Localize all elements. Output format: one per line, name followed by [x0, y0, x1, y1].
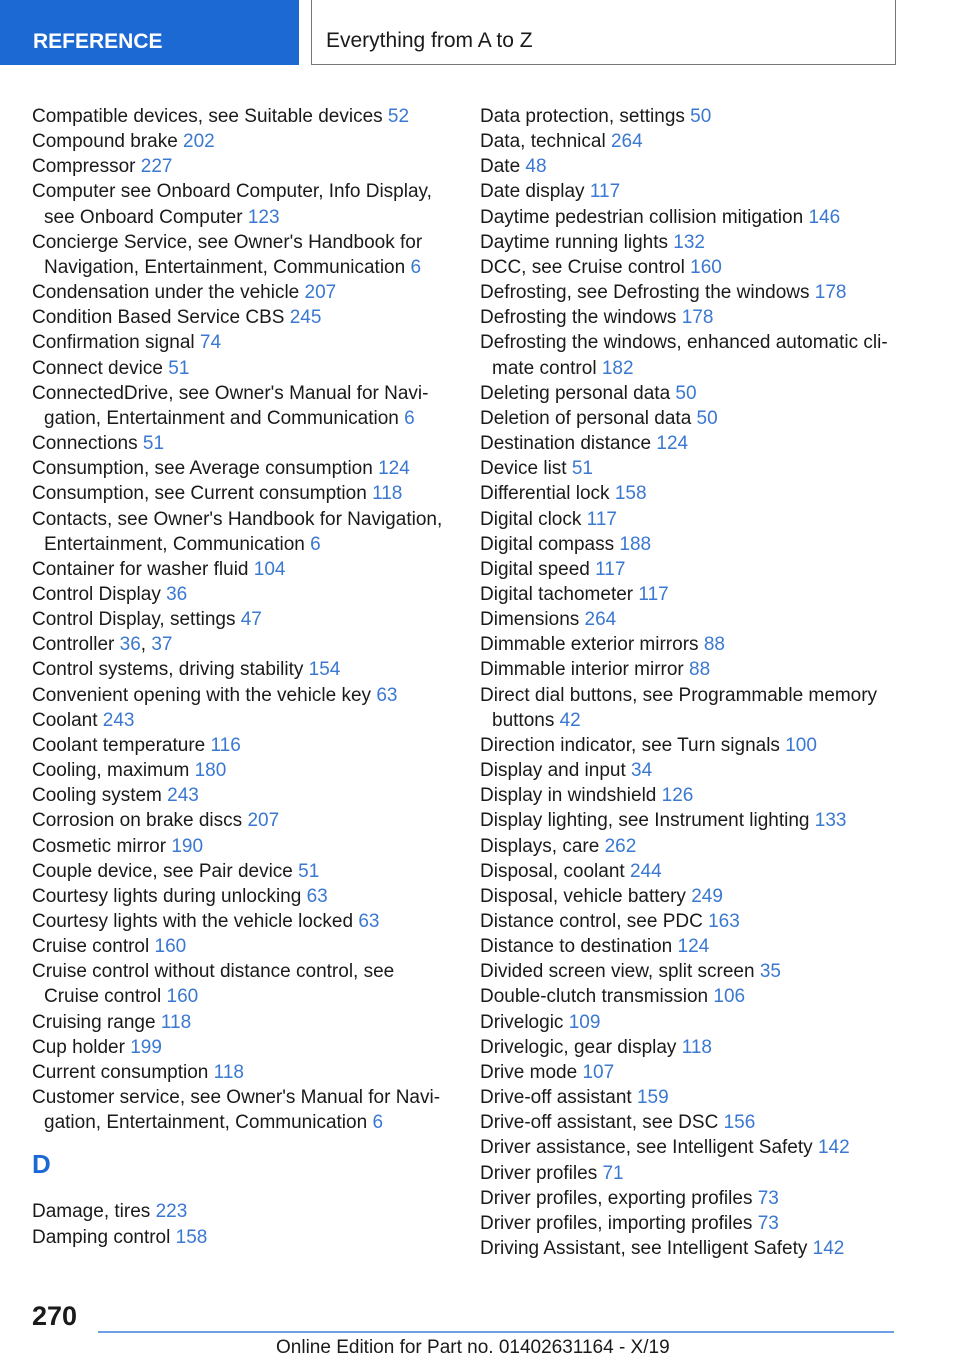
page-reference-link[interactable]: 154 — [308, 659, 341, 681]
index-entry — [32, 859, 447, 884]
page-reference-link[interactable]: 50 — [696, 407, 718, 429]
index-term-continued: see Onboard Computer — [44, 206, 243, 228]
index-term: Customer service, see Owner's Manual for Navi‐ — [32, 1087, 441, 1109]
page-reference-link[interactable]: 50 — [675, 382, 697, 404]
page-reference-link[interactable]: 190 — [171, 835, 204, 857]
index-entry — [480, 683, 900, 733]
page-reference-link[interactable]: 6 — [404, 407, 415, 429]
page-reference-link[interactable]: 73 — [757, 1212, 779, 1234]
index-term: Connections — [32, 433, 138, 455]
index-term: Device list — [480, 458, 567, 480]
page-reference-link[interactable]: 109 — [568, 1011, 601, 1033]
index-entry — [480, 1211, 900, 1236]
index-term: Driver assistance, see Intelligent Safety — [480, 1137, 813, 1159]
index-term: ConnectedDrive, see Owner's Manual for Navi‐ — [32, 382, 429, 404]
page-reference-link[interactable]: 116 — [210, 734, 241, 756]
index-entry — [32, 431, 447, 456]
index-term: Contacts, see Owner's Handbook for Navigation, — [32, 508, 443, 530]
index-term: Daytime running lights — [480, 231, 668, 253]
page-reference-link[interactable]: 245 — [289, 307, 322, 329]
index-term: Display in windshield — [480, 785, 657, 807]
index-term: Control systems, driving stability — [32, 659, 304, 681]
index-term: Convenient opening with the vehicle key — [32, 684, 372, 706]
page-reference-link[interactable]: 117 — [638, 583, 669, 605]
index-term: Display and input — [480, 760, 626, 782]
index-term-continued: buttons — [492, 709, 555, 731]
page-reference-link[interactable]: 264 — [584, 609, 617, 631]
index-entry — [480, 154, 900, 179]
index-term: Driver profiles, importing profiles — [480, 1212, 753, 1234]
index-entry — [480, 1110, 900, 1135]
index-entry — [480, 280, 900, 305]
index-term: Consumption, see Current consumption — [32, 483, 367, 505]
index-entry — [32, 1199, 447, 1224]
index-term: Computer see Onboard Computer, Info Display, — [32, 181, 432, 203]
index-entry — [32, 758, 447, 783]
index-term: Compound brake — [32, 131, 178, 153]
page-reference-link[interactable]: 160 — [690, 256, 722, 278]
index-term: Cruise control — [32, 936, 150, 958]
index-entry — [480, 733, 900, 758]
index-term: Distance control, see PDC — [480, 911, 703, 932]
index-term: Dimensions — [480, 609, 580, 631]
index-term: Damping control — [32, 1226, 171, 1248]
index-entry — [480, 230, 900, 255]
page-reference-link[interactable]: 104 — [253, 558, 286, 580]
page-reference-link[interactable]: 207 — [304, 282, 337, 304]
index-entry — [32, 808, 447, 833]
index-entry — [32, 507, 447, 557]
index-entry — [32, 733, 447, 758]
index-entry — [32, 305, 447, 330]
index-entry — [32, 154, 447, 179]
index-term: Direction indicator, see Turn signals — [480, 734, 780, 756]
index-entry — [32, 179, 447, 229]
index-entry — [480, 255, 900, 280]
page-reference-link[interactable]: 160 — [166, 986, 199, 1008]
index-entry — [480, 607, 900, 632]
index-entry — [32, 104, 447, 129]
footer-divider — [98, 1331, 894, 1333]
page-reference-link[interactable]: 124 — [378, 458, 410, 480]
index-term: Confirmation signal — [32, 332, 195, 354]
index-entry — [480, 1135, 900, 1160]
page-reference-link[interactable]: 199 — [130, 1036, 162, 1058]
index-term: Corrosion on brake discs — [32, 810, 243, 832]
page-reference-link[interactable]: 249 — [691, 885, 723, 907]
index-term: Control Display — [32, 583, 161, 605]
page-reference-link[interactable]: 51 — [298, 860, 320, 882]
index-entry — [32, 456, 447, 481]
index-term: Compatible devices, see Suitable devices — [32, 106, 383, 127]
page-reference-link[interactable]: 106 — [713, 986, 746, 1008]
index-entry — [480, 381, 900, 406]
index-term: Deletion of personal data — [480, 407, 692, 429]
index-entry: Controller 36, 37 — [32, 634, 173, 656]
index-term: Coolant — [32, 709, 98, 731]
index-term: Condensation under the vehicle — [32, 282, 300, 304]
index-entry — [480, 1186, 900, 1211]
index-term-continued: mate control — [492, 357, 597, 379]
index-term: Drivelogic — [480, 1011, 564, 1033]
page-reference-link[interactable]: 48 — [525, 156, 547, 178]
index-entry — [480, 557, 900, 582]
index-entry — [480, 859, 900, 884]
index-entry — [480, 808, 900, 833]
index-term: Defrosting the windows — [480, 307, 677, 329]
index-entry — [32, 356, 447, 381]
index-term: Dimmable interior mirror — [480, 659, 684, 681]
index-entry — [480, 1085, 900, 1110]
page-reference-link[interactable]: 159 — [636, 1087, 669, 1109]
index-term: Daytime pedestrian collision mitigation — [480, 206, 804, 228]
index-entry — [480, 205, 900, 230]
page-reference-link[interactable]: 88 — [689, 659, 711, 681]
index-term: Digital speed — [480, 558, 590, 580]
index-entry — [32, 909, 447, 934]
section-letter-d: D — [32, 1149, 51, 1180]
index-entry — [480, 582, 900, 607]
index-entry — [32, 381, 447, 431]
index-entry — [480, 481, 900, 506]
index-entry — [32, 230, 447, 280]
index-term: Digital compass — [480, 533, 615, 555]
page-reference-link[interactable]: 63 — [376, 684, 398, 706]
page-reference-link[interactable]: 6 — [410, 256, 422, 278]
index-term: DCC, see Cruise control — [480, 256, 685, 278]
page-reference-link[interactable]: 182 — [601, 357, 634, 379]
index-term: Data protection, settings — [480, 106, 685, 127]
index-term: Defrosting the windows, enhanced automatic cli‐ — [480, 332, 888, 354]
page-reference-link[interactable]: 100 — [785, 734, 817, 756]
index-term: Condition Based Service CBS — [32, 307, 285, 329]
index-entry — [32, 1010, 447, 1035]
index-entry — [480, 507, 900, 532]
index-entry — [32, 708, 447, 733]
index-term: Double-clutch transmission — [480, 986, 709, 1008]
index-entry — [480, 1010, 900, 1035]
index-entry — [32, 657, 447, 682]
page-reference-link[interactable]: 146 — [808, 206, 841, 228]
page-reference-link[interactable]: 51 — [168, 357, 190, 379]
page-number: 270 — [32, 1301, 78, 1331]
page-reference-link[interactable]: 73 — [757, 1187, 779, 1209]
page-reference-link[interactable]: 6 — [372, 1112, 384, 1134]
index-entry — [32, 1085, 447, 1135]
page-reference-link[interactable]: 126 — [661, 785, 694, 807]
page-reference-link[interactable]: 124 — [656, 433, 689, 455]
index-term: Data, technical — [480, 131, 606, 153]
page-reference-link[interactable]: 118 — [681, 1036, 712, 1058]
index-column-right — [480, 104, 900, 1261]
index-term-continued: Cruise control — [44, 986, 162, 1008]
index-term: Disposal, coolant — [480, 860, 625, 882]
index-term: Deleting personal data — [480, 382, 671, 404]
index-entry — [32, 1035, 447, 1060]
page-reference-link[interactable]: 243 — [167, 785, 199, 807]
page-reference-link[interactable]: 264 — [610, 131, 643, 153]
page-reference-link[interactable]: 117 — [589, 181, 621, 203]
page-reference-link[interactable]: 158 — [175, 1226, 208, 1248]
page-reference-link[interactable]: 156 — [723, 1112, 756, 1134]
page-reference-link[interactable]: 117 — [595, 558, 626, 580]
page-reference-link[interactable]: 42 — [559, 709, 581, 731]
index-entry — [32, 582, 447, 607]
index-term: Drive mode — [480, 1061, 578, 1083]
page-reference-link[interactable]: 227 — [140, 156, 173, 178]
index-entry — [32, 481, 447, 506]
page-reference-link[interactable]: 36 — [166, 583, 188, 605]
index-entry — [480, 532, 900, 557]
footer-edition: Online Edition for Part no. 01402631164 - X/19 — [276, 1337, 670, 1358]
index-entry — [480, 657, 900, 682]
page-reference-link[interactable]: 88 — [703, 634, 725, 656]
index-term: Driver profiles — [480, 1162, 598, 1184]
index-entry — [32, 1060, 447, 1085]
index-entry — [480, 884, 900, 909]
page-reference-link[interactable]: 71 — [602, 1162, 624, 1184]
index-list-c — [32, 104, 447, 1135]
index-term: Destination distance — [480, 433, 652, 455]
page-reference-link[interactable]: 132 — [673, 231, 705, 253]
index-term: Cup holder — [32, 1036, 125, 1058]
index-term: Cosmetic mirror — [32, 835, 167, 857]
page-reference-link[interactable]: 51 — [571, 458, 593, 480]
index-term: Distance to destination — [480, 936, 673, 958]
index-entry — [32, 959, 447, 1009]
page-reference-link[interactable]: 202 — [183, 131, 215, 153]
index-entry — [32, 557, 447, 582]
page-reference-link[interactable]: 74 — [199, 332, 222, 354]
index-term: Disposal, vehicle battery — [480, 885, 686, 907]
page-reference-link[interactable]: 6 — [310, 533, 321, 555]
page-header-title: Everything from A to Z — [311, 0, 896, 65]
index-term: Connect device — [32, 357, 163, 379]
index-term: Courtesy lights with the vehicle locked — [32, 911, 354, 932]
index-entry — [480, 783, 900, 808]
index-entry — [480, 179, 900, 204]
index-entry — [480, 129, 900, 154]
index-term: Display lighting, see Instrument lighting — [480, 810, 810, 832]
index-entry — [480, 1236, 900, 1261]
index-term: Driver profiles, exporting profiles — [480, 1187, 753, 1209]
page-reference-link[interactable]: 63 — [358, 911, 380, 932]
index-term: Consumption, see Average consumption — [32, 458, 373, 480]
index-list-d-continued — [480, 104, 900, 1261]
index-entry — [32, 834, 447, 859]
index-term: Cruise control without distance control, see — [32, 961, 395, 983]
index-entry — [480, 431, 900, 456]
page-reference-link[interactable]: 180 — [194, 760, 227, 782]
index-entry — [480, 1060, 900, 1085]
page-reference-link[interactable]: 63 — [306, 885, 328, 907]
index-term: Concierge Service, see Owner's Handbook for — [32, 231, 423, 253]
index-entry — [480, 959, 900, 984]
index-term: Damage, tires — [32, 1201, 151, 1223]
index-term: Differential lock — [480, 483, 610, 505]
index-entry — [480, 1035, 900, 1060]
page-reference-link[interactable]: 107 — [582, 1061, 615, 1083]
index-term: Drive-off assistant — [480, 1087, 632, 1109]
index-term: Coolant temperature — [32, 734, 206, 756]
index-term: Date — [480, 156, 521, 178]
index-entry — [480, 934, 900, 959]
page-reference-link[interactable]: 117 — [586, 508, 617, 530]
index-entry — [480, 758, 900, 783]
index-term: Cooling, maximum — [32, 760, 190, 782]
index-entry — [32, 884, 447, 909]
index-term: Digital tachometer — [480, 583, 634, 605]
page-reference-link[interactable]: 244 — [629, 860, 662, 882]
index-term-continued: Entertainment, Communication — [44, 533, 305, 555]
page-reference-link[interactable]: 133 — [814, 810, 847, 832]
page-reference-link[interactable]: 50 — [690, 106, 712, 127]
page-reference-link[interactable]: 142 — [817, 1137, 850, 1159]
index-term: Driving Assistant, see Intelligent Safety — [480, 1238, 808, 1260]
page-reference-link[interactable]: 123 — [247, 206, 280, 228]
page-reference-link[interactable]: 158 — [614, 483, 647, 505]
page-reference-link[interactable]: 207 — [247, 810, 280, 832]
index-entry — [480, 984, 900, 1009]
index-entry — [480, 834, 900, 859]
page-reference-link[interactable]: 51 — [142, 433, 165, 455]
index-term: Cruising range — [32, 1011, 156, 1033]
index-term: Defrosting, see Defrosting the windows — [480, 282, 810, 304]
page-reference-link[interactable]: 178 — [681, 307, 714, 329]
index-term: Courtesy lights during unlocking — [32, 885, 302, 907]
index-entry — [480, 909, 900, 934]
index-entry — [32, 1225, 447, 1250]
page-reference-link[interactable]: 178 — [814, 282, 847, 304]
index-term: Date display — [480, 181, 585, 203]
index-term: Container for washer fluid — [32, 558, 249, 580]
index-entry — [32, 607, 447, 632]
index-entry — [480, 330, 900, 380]
page-reference-link[interactable]: 118 — [372, 483, 403, 505]
page-reference-link[interactable]: 223 — [155, 1201, 188, 1223]
index-entry — [32, 783, 447, 808]
index-term-continued: Navigation, Entertainment, Communication — [44, 256, 406, 278]
index-entry — [32, 280, 447, 305]
index-entry — [32, 129, 447, 154]
index-entry — [32, 330, 447, 355]
page-reference-link[interactable]: 47 — [240, 609, 262, 631]
index-term: Couple device, see Pair device — [32, 860, 293, 882]
section-tab: REFERENCE — [0, 0, 299, 65]
index-term: Control Display, settings — [32, 609, 236, 631]
index-column-left — [32, 104, 447, 1250]
page-reference-link[interactable]: 160 — [154, 936, 187, 958]
index-list-d — [32, 1199, 447, 1249]
index-term: Compressor — [32, 156, 136, 178]
page-reference-link[interactable]: 262 — [604, 835, 637, 857]
page-reference-link[interactable]: 35 — [759, 961, 781, 983]
index-term-continued: gation, Entertainment, Communication — [44, 1112, 368, 1134]
index-term: Displays, care — [480, 835, 600, 857]
index-entry — [480, 104, 900, 129]
page-reference-link[interactable]: 142 — [812, 1238, 845, 1260]
page-reference-link[interactable]: 243 — [102, 709, 135, 731]
page-reference-link[interactable]: 118 — [160, 1011, 192, 1033]
index-term: Digital clock — [480, 508, 582, 530]
page-reference-link[interactable]: 52 — [387, 106, 410, 127]
index-entry — [480, 1161, 900, 1186]
page-reference-link[interactable]: 124 — [677, 936, 710, 958]
page-reference-link[interactable]: 188 — [619, 533, 652, 555]
index-term-continued: gation, Entertainment and Communication — [44, 407, 399, 429]
index-term: Divided screen view, split screen — [480, 961, 755, 983]
index-term: Cooling system — [32, 785, 162, 807]
index-entry — [32, 934, 447, 959]
index-term: Direct dial buttons, see Programmable memory — [480, 684, 878, 706]
index-entry — [480, 632, 900, 657]
index-term: Drivelogic, gear display — [480, 1036, 677, 1058]
page-reference-link[interactable]: 37 — [151, 634, 173, 656]
page-reference-link[interactable]: 34 — [631, 760, 653, 782]
index-term: Current consumption — [32, 1061, 209, 1083]
page-reference-link[interactable]: 36 — [119, 634, 141, 656]
index-entry — [480, 456, 900, 481]
index-entry — [480, 406, 900, 431]
index-entry — [480, 305, 900, 330]
index-term: Dimmable exterior mirrors — [480, 634, 699, 656]
index-term: Drive-off assistant, see DSC — [480, 1112, 719, 1134]
index-term: Controller — [32, 634, 115, 656]
index-entry — [32, 683, 447, 708]
page-reference-link[interactable]: 163 — [708, 911, 740, 932]
page-reference-link[interactable]: 118 — [213, 1061, 244, 1083]
